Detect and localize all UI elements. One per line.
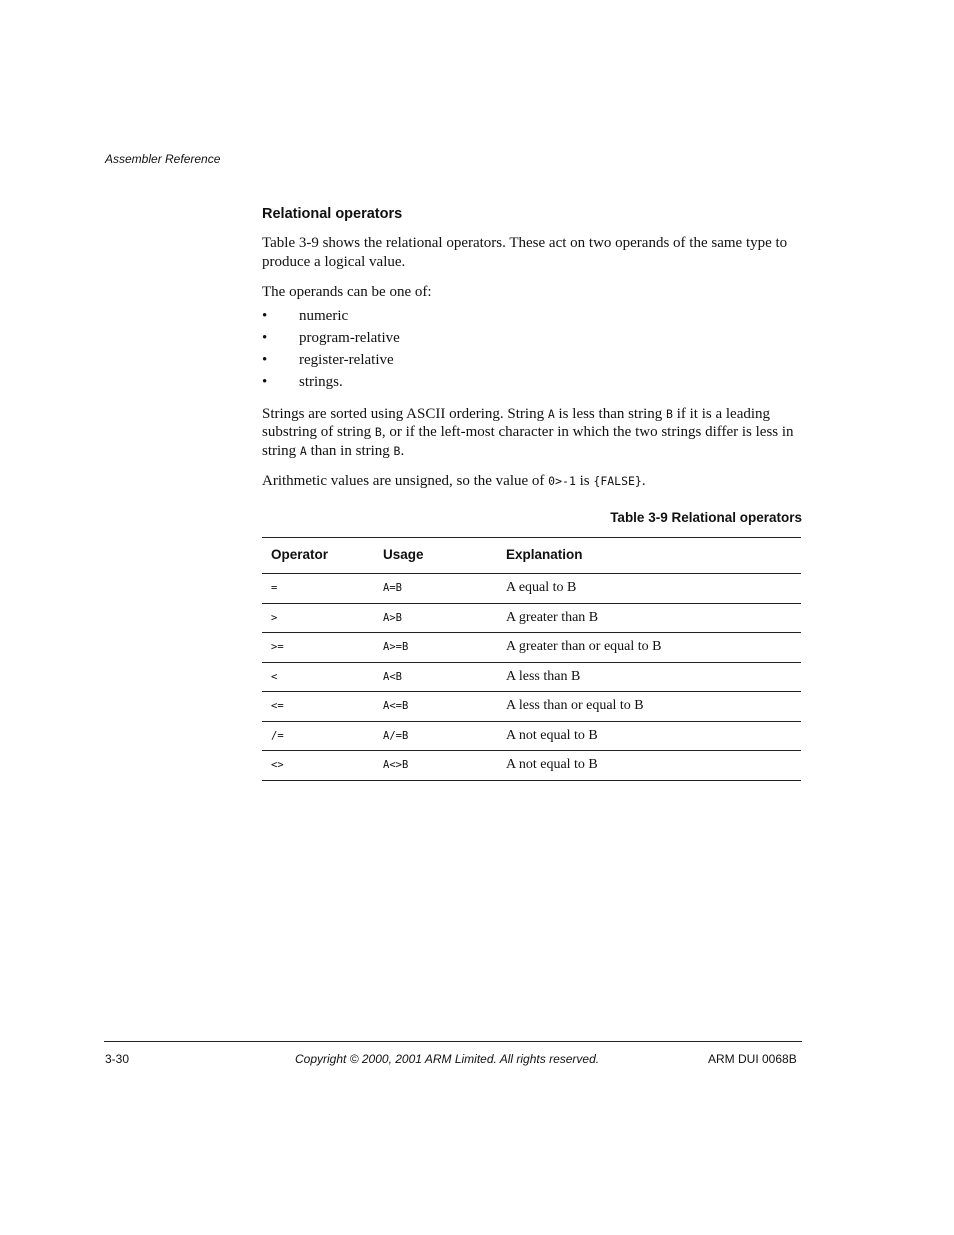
page-number: 3-30 (105, 1052, 130, 1066)
operator-cell: >= (262, 633, 374, 663)
list-item (262, 349, 802, 371)
document-id: ARM DUI 0068B (708, 1052, 797, 1066)
explanation-cell: A equal to B (497, 574, 801, 604)
text-run: if it is a leading substring of string (262, 405, 771, 440)
operator-cell: <> (262, 751, 374, 781)
usage-cell: A<B (374, 662, 497, 692)
table-row (262, 574, 801, 604)
code-span: A (547, 406, 555, 421)
text-run: Arithmetic values are unsigned, so the value of (262, 473, 549, 489)
column-header-operator: Operator (262, 538, 374, 574)
table-row (262, 662, 801, 692)
table-row (262, 633, 801, 663)
text-run: . (641, 473, 646, 489)
code-span: B (393, 443, 401, 458)
explanation-cell: A less than or equal to B (497, 692, 801, 722)
code-span: {FALSE} (593, 474, 642, 488)
section-heading: Relational operators (262, 206, 403, 222)
footer-divider (104, 1041, 802, 1042)
explanation-cell: A not equal to B (497, 751, 801, 781)
relational-operators-table (262, 537, 801, 781)
code-span: B (374, 425, 382, 439)
intro-paragraph: Table 3-9 shows the relational operators. These act on two operands of the same type to produce a logical value. (262, 235, 788, 270)
text-run: , or if the left-most character in which the two strings differ is less in string (262, 424, 794, 459)
bullet-icon: • (262, 351, 268, 368)
explanation-cell: A less than B (497, 662, 801, 692)
column-header-explanation: Explanation (497, 538, 801, 574)
table-row (262, 721, 801, 751)
text-run: is less than string (554, 405, 667, 422)
list-item (262, 305, 802, 327)
usage-cell: A=B (374, 574, 497, 604)
table-row (262, 751, 801, 781)
column-header-usage: Usage (374, 538, 497, 574)
list-item (262, 327, 802, 349)
text-run: Strings are sorted using ASCII ordering. String (262, 405, 548, 422)
list-item (262, 371, 802, 393)
bullet-icon: • (262, 373, 268, 390)
list-item-label: strings. (299, 373, 343, 390)
usage-cell: A>=B (374, 633, 497, 663)
usage-cell: A<=B (374, 692, 497, 722)
code-span: B (666, 406, 673, 421)
list-item-label: numeric (299, 307, 349, 324)
operator-cell: = (262, 574, 374, 604)
copyright-notice: Copyright © 2000, 2001 ARM Limited. All rights reserved. (295, 1052, 600, 1066)
list-item-label: program-relative (299, 329, 400, 346)
operands-lead-in: The operands can be one of: (262, 284, 432, 300)
text-run: is (575, 473, 594, 489)
operator-cell: < (262, 662, 374, 692)
list-item-label: register-relative (299, 351, 394, 368)
explanation-cell: A not equal to B (497, 721, 801, 751)
explanation-cell: A greater than B (497, 603, 801, 633)
operator-cell: <= (262, 692, 374, 722)
arithmetic-paragraph (262, 472, 802, 491)
bullet-icon: • (262, 329, 268, 346)
usage-cell: A>B (374, 603, 497, 633)
code-span: A (299, 443, 307, 458)
table-header-row (262, 538, 801, 574)
operator-cell: /= (262, 721, 374, 751)
explanation-cell: A greater than or equal to B (497, 633, 801, 663)
bullet-icon: • (262, 307, 268, 324)
usage-cell: A/=B (374, 721, 497, 751)
text-run: than in string (306, 442, 394, 459)
table-caption: Table 3-9 Relational operators (610, 509, 802, 525)
usage-cell: A<>B (374, 751, 497, 781)
operator-cell: > (262, 603, 374, 633)
table-row (262, 603, 801, 633)
code-span: 0>-1 (548, 474, 576, 488)
running-header: Assembler Reference (105, 152, 221, 166)
strings-paragraph (262, 405, 802, 461)
main-content (262, 205, 802, 781)
table-row (262, 692, 801, 722)
operand-list (262, 305, 802, 393)
text-run: . (400, 442, 405, 459)
